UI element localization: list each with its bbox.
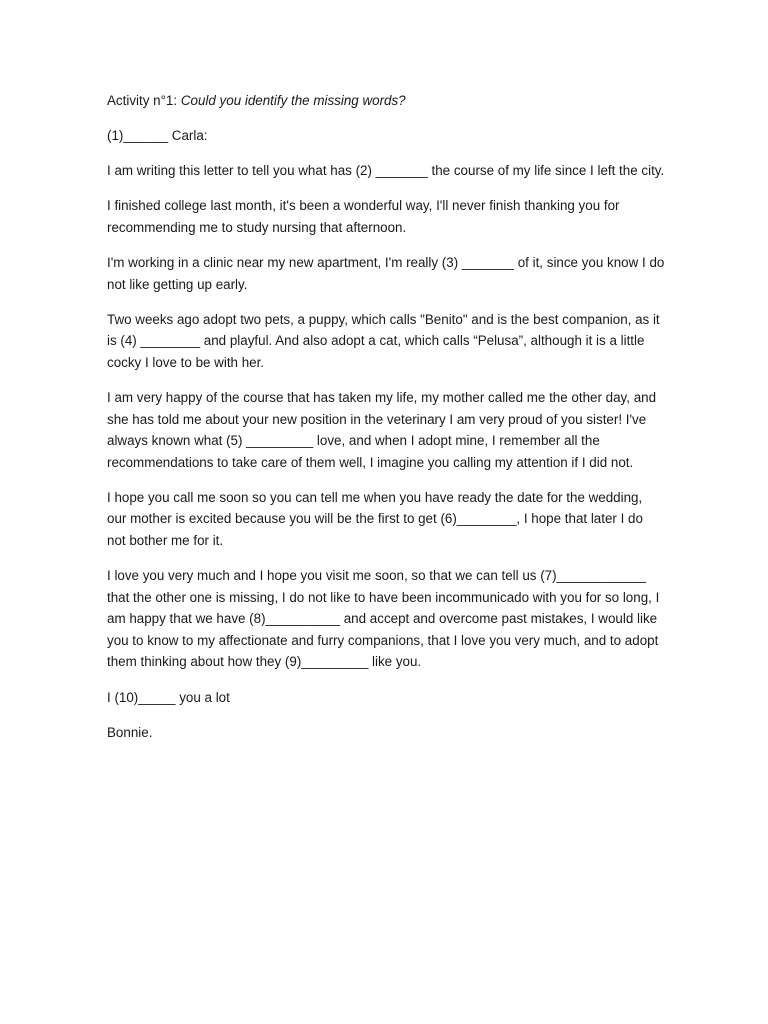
letter-paragraph-3: I'm working in a clinic near my new apartment, I'm really (3) _______ of it, since you know I do not like getting up early. — [107, 254, 665, 292]
letter-signature: Bonnie. — [107, 724, 153, 740]
activity-label: Activity n°1: — [107, 93, 178, 108]
letter-paragraph-7: I love you very much and I hope you visit me soon, so that we can tell us (7)____________ that the other one is missing, I do not like to have been incommunicado with you for so long, I am happy that we have (8)__________ and accept and overcome past mistakes, I would like you to know to my affectionate and furry companions, that I love you very much, and to adopt them thinking about how they (9)_________ like you. — [107, 568, 660, 670]
letter-paragraph-1: I am writing this letter to tell you what has (2) _______ the course of my life since I left the city. — [107, 163, 665, 179]
document-content — [107, 90, 665, 757]
activity-title — [107, 90, 665, 112]
letter-paragraph-4: Two weeks ago adopt two pets, a puppy, which calls "Benito" and is the best companion, as it is (4) ________ and playful. And also adopt a cat, which calls “Pelusa”, although it is a little cocky I love to be with her. — [107, 311, 660, 370]
letter-paragraph-5: I am very happy of the course that has taken my life, my mother called me the other day, and she has told me about your new position in the veterinary I am very proud of you sister! I've always known what (5) _________ love, and when I adopt mine, I remember all the recommendations to take care of them well, I imagine you calling my attention if I did not. — [107, 389, 657, 470]
letter-closing: I (10)_____ you a lot — [107, 689, 230, 705]
activity-question: Could you identify the missing words? — [180, 93, 406, 108]
letter-paragraph-2: I finished college last month, it's been a wonderful way, I'll never finish thanking you for recommending me to study nursing that afternoon. — [107, 198, 620, 235]
letter-paragraph-6: I hope you call me soon so you can tell me when you have ready the date for the wedding, our mother is excited because you will be the first to get (6)________, I hope that later I do not bother me for it. — [107, 489, 643, 548]
letter-salutation: (1)______ Carla: — [107, 128, 208, 144]
